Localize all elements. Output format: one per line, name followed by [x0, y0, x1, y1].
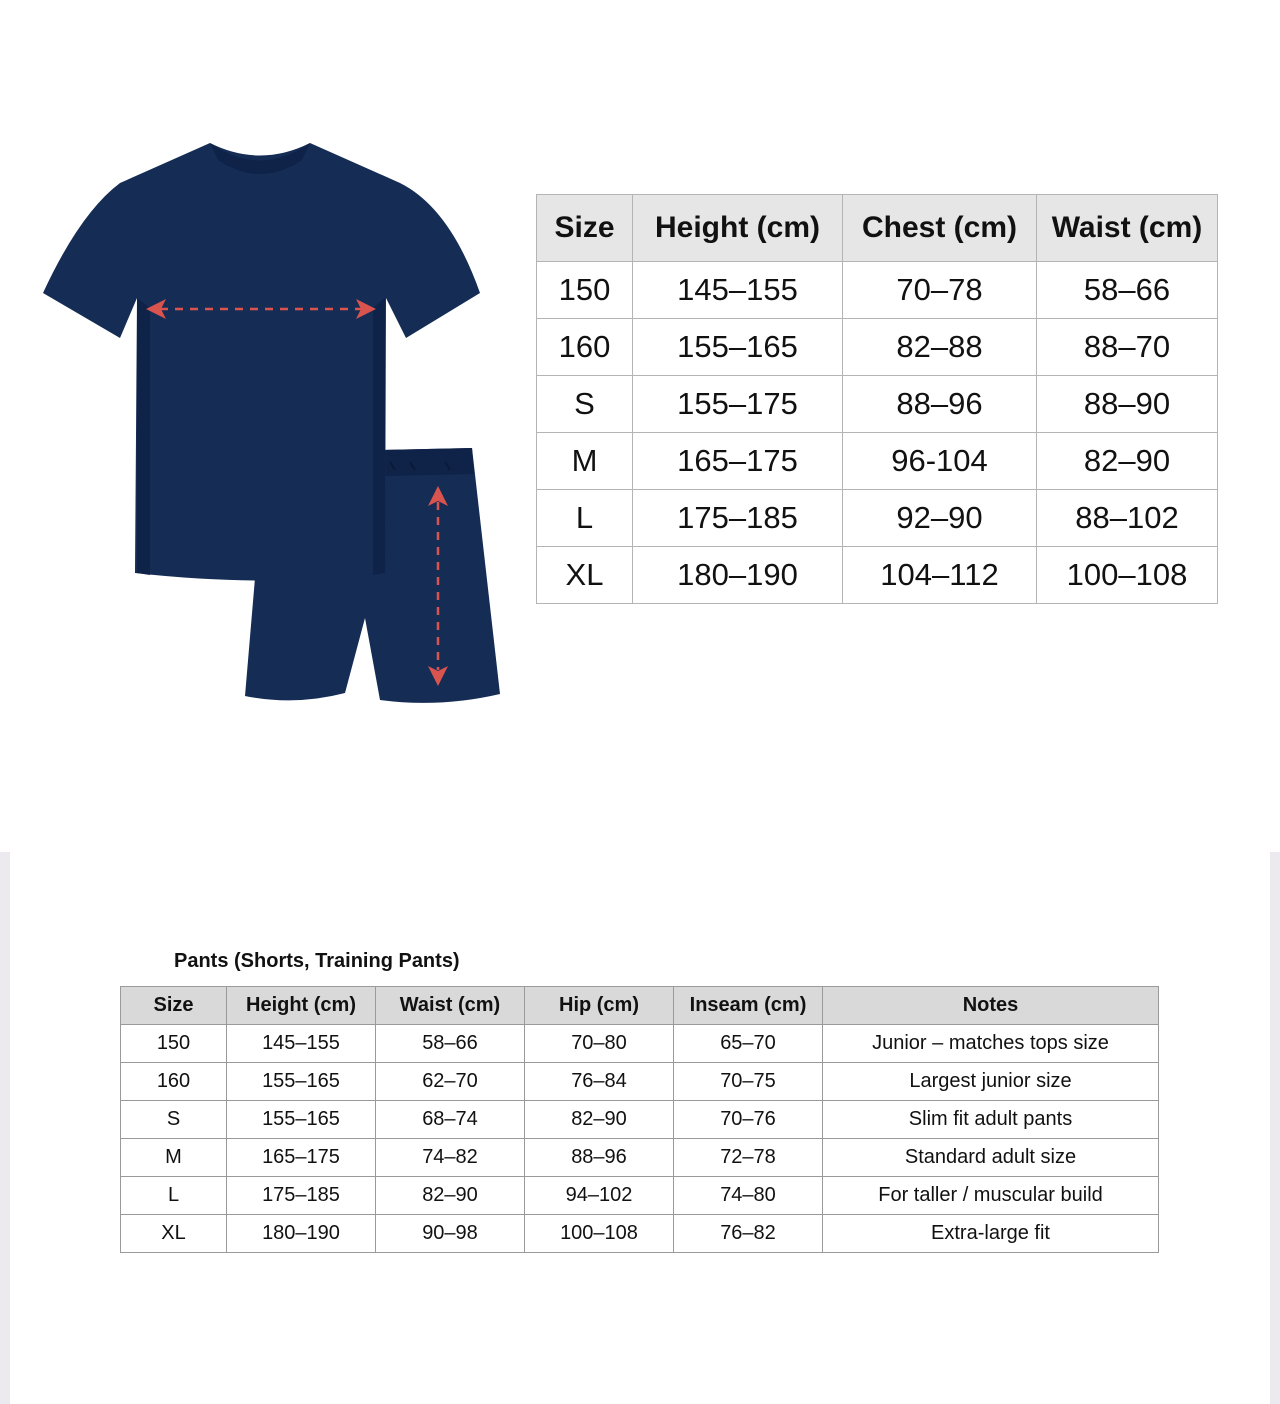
- column-header: Inseam (cm): [674, 987, 823, 1025]
- table-cell: 88–70: [1037, 319, 1218, 376]
- table-cell: 175–185: [227, 1177, 376, 1215]
- table-cell: 155–165: [633, 319, 843, 376]
- table-cell: 88–90: [1037, 376, 1218, 433]
- table-cell: 74–82: [376, 1139, 525, 1177]
- table-cell: 70–75: [674, 1063, 823, 1101]
- tops-size-table: [536, 194, 1218, 604]
- table-row: [121, 1139, 1159, 1177]
- column-header: Size: [537, 195, 633, 262]
- table-cell: 150: [121, 1025, 227, 1063]
- table-row: [537, 490, 1218, 547]
- table-cell: 88–96: [525, 1139, 674, 1177]
- table-cell: 70–76: [674, 1101, 823, 1139]
- table-cell: 82–90: [525, 1101, 674, 1139]
- table-cell: 155–165: [227, 1063, 376, 1101]
- table-row: [121, 1215, 1159, 1253]
- column-header: Waist (cm): [376, 987, 525, 1025]
- table-cell: Junior – matches tops size: [823, 1025, 1159, 1063]
- table-cell: 70–78: [843, 262, 1037, 319]
- table-cell: 92–90: [843, 490, 1037, 547]
- table-cell: Slim fit adult pants: [823, 1101, 1159, 1139]
- table-cell: Extra-large fit: [823, 1215, 1159, 1253]
- table-cell: S: [121, 1101, 227, 1139]
- table-cell: 76–84: [525, 1063, 674, 1101]
- table-cell: 70–80: [525, 1025, 674, 1063]
- table-cell: S: [537, 376, 633, 433]
- table-cell: 100–108: [525, 1215, 674, 1253]
- table-cell: 58–66: [1037, 262, 1218, 319]
- table-cell: 88–96: [843, 376, 1037, 433]
- table-row: [537, 433, 1218, 490]
- table-cell: XL: [537, 547, 633, 604]
- table-cell: 175–185: [633, 490, 843, 547]
- table-cell: 160: [121, 1063, 227, 1101]
- table-row: [537, 319, 1218, 376]
- table-cell: L: [121, 1177, 227, 1215]
- table-cell: 58–66: [376, 1025, 525, 1063]
- column-header: Notes: [823, 987, 1159, 1025]
- table-cell: 82–88: [843, 319, 1037, 376]
- table-row: [121, 1177, 1159, 1215]
- table-cell: 68–74: [376, 1101, 525, 1139]
- table-header-row: [537, 195, 1218, 262]
- table-cell: 76–82: [674, 1215, 823, 1253]
- table-cell: 155–165: [227, 1101, 376, 1139]
- column-header: Height (cm): [633, 195, 843, 262]
- column-header: Height (cm): [227, 987, 376, 1025]
- column-header: Hip (cm): [525, 987, 674, 1025]
- table-cell: 104–112: [843, 547, 1037, 604]
- column-header: Waist (cm): [1037, 195, 1218, 262]
- table-cell: 88–102: [1037, 490, 1218, 547]
- table-cell: L: [537, 490, 633, 547]
- table-cell: 62–70: [376, 1063, 525, 1101]
- table-row: [537, 262, 1218, 319]
- column-header: Size: [121, 987, 227, 1025]
- table-cell: 165–175: [227, 1139, 376, 1177]
- page-gutter: [1270, 852, 1280, 1404]
- table-row: [537, 376, 1218, 433]
- table-cell: 180–190: [227, 1215, 376, 1253]
- table-cell: 82–90: [376, 1177, 525, 1215]
- table-row: [121, 1025, 1159, 1063]
- table-cell: For taller / muscular build: [823, 1177, 1159, 1215]
- table-cell: Standard adult size: [823, 1139, 1159, 1177]
- table-header-row: [121, 987, 1159, 1025]
- table-cell: 65–70: [674, 1025, 823, 1063]
- table-cell: Largest junior size: [823, 1063, 1159, 1101]
- table-cell: 74–80: [674, 1177, 823, 1215]
- table-cell: M: [537, 433, 633, 490]
- table-row: [537, 547, 1218, 604]
- table-cell: 180–190: [633, 547, 843, 604]
- table-cell: 160: [537, 319, 633, 376]
- table-cell: XL: [121, 1215, 227, 1253]
- pants-size-table: [120, 986, 1159, 1253]
- page-gutter: [0, 852, 10, 1404]
- tshirt-shorts-illustration: [40, 138, 510, 708]
- table-cell: 94–102: [525, 1177, 674, 1215]
- table-cell: 72–78: [674, 1139, 823, 1177]
- table-row: [121, 1101, 1159, 1139]
- table-cell: 145–155: [227, 1025, 376, 1063]
- pants-section-title: Pants (Shorts, Training Pants): [174, 950, 460, 972]
- table-cell: M: [121, 1139, 227, 1177]
- table-cell: 150: [537, 262, 633, 319]
- column-header: Chest (cm): [843, 195, 1037, 262]
- table-cell: 96-104: [843, 433, 1037, 490]
- table-cell: 82–90: [1037, 433, 1218, 490]
- table-cell: 90–98: [376, 1215, 525, 1253]
- table-cell: 145–155: [633, 262, 843, 319]
- table-cell: 165–175: [633, 433, 843, 490]
- table-row: [121, 1063, 1159, 1101]
- table-cell: 155–175: [633, 376, 843, 433]
- table-cell: 100–108: [1037, 547, 1218, 604]
